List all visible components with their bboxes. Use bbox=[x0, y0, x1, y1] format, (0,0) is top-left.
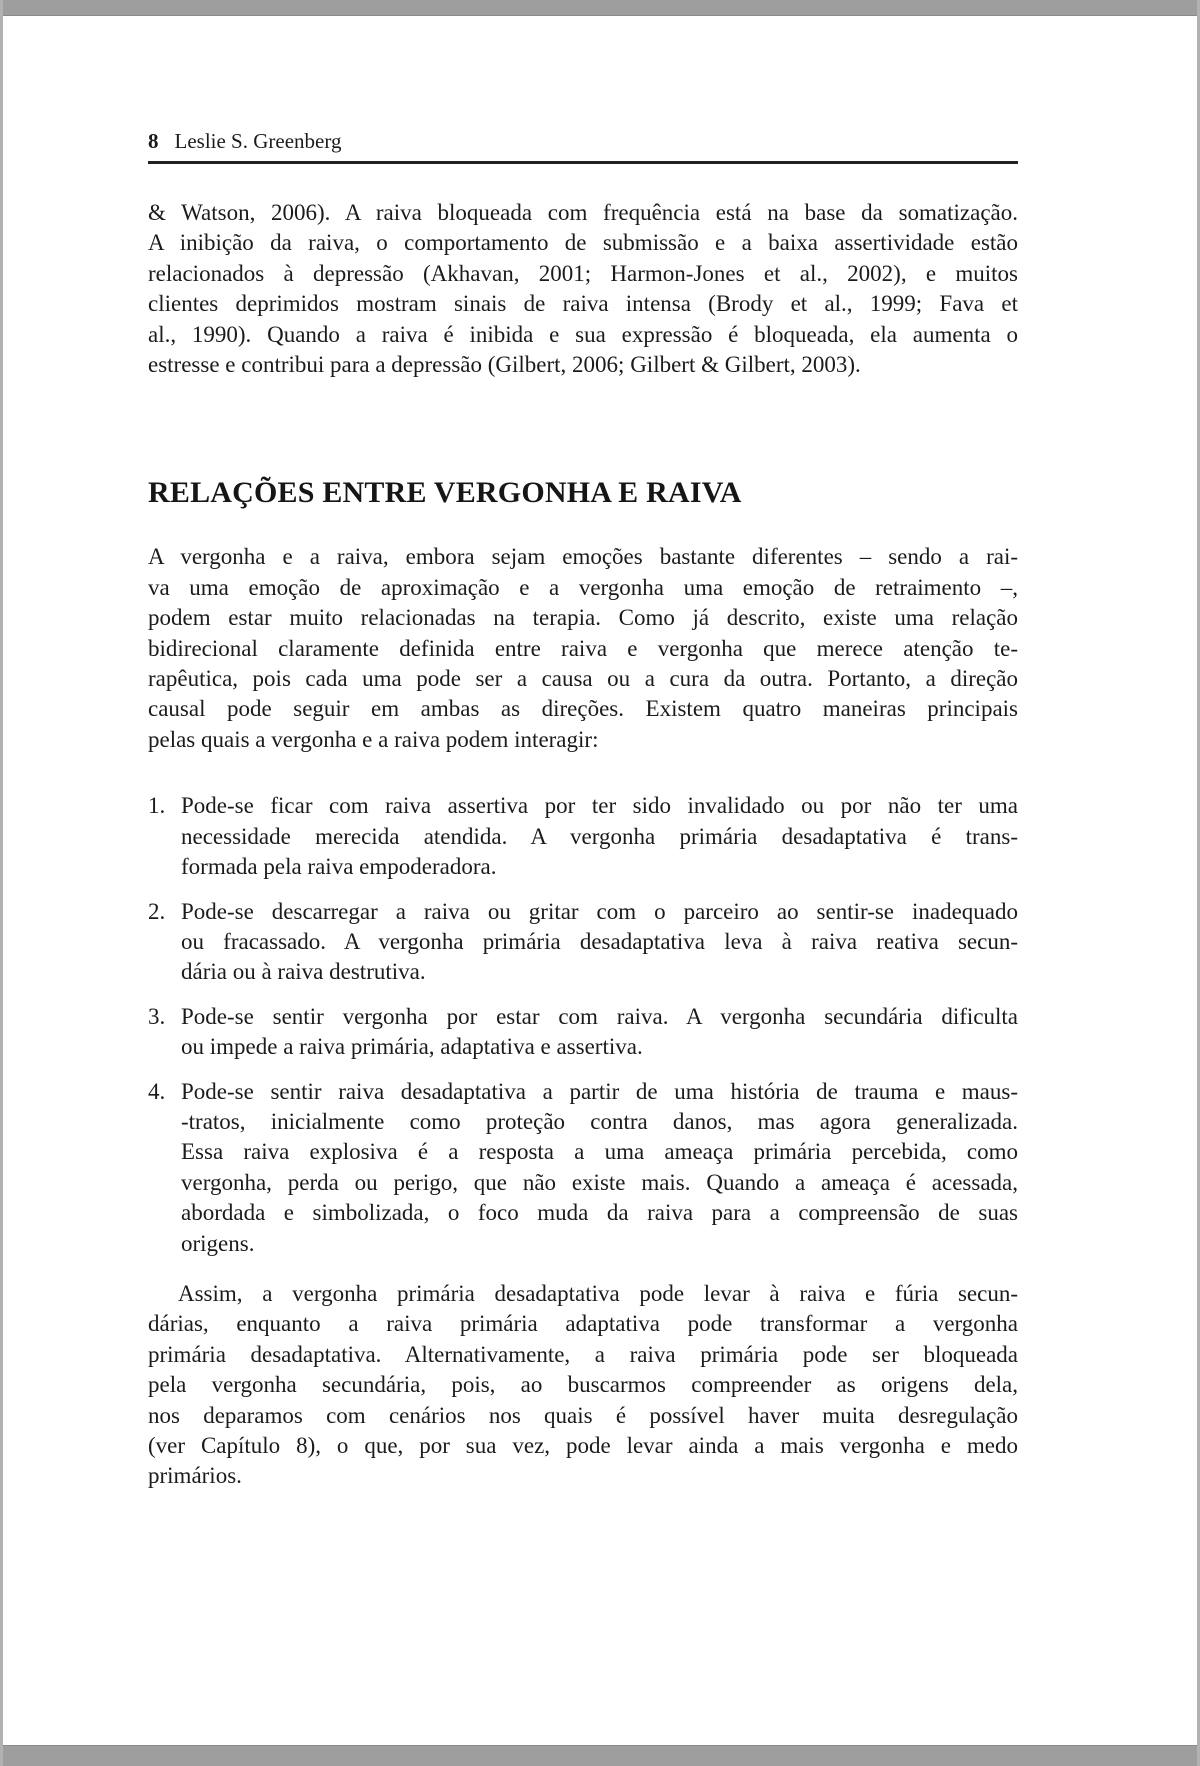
text-line: dárias, enquanto a raiva primária adaptativa pode transformar a vergonha bbox=[148, 1311, 1018, 1337]
text-line: Pode-se sentir raiva desadaptativa a partir de uma história de trauma e maus- bbox=[181, 1078, 1018, 1104]
text-line: al., 1990). Quando a raiva é inibida e sua expressão é bloqueada, ela aumenta o bbox=[148, 321, 1018, 347]
section-heading: RELAÇÕES ENTRE VERGONHA E RAIVA bbox=[148, 476, 742, 510]
text-line: -tratos, inicialmente como proteção contra danos, mas agora generalizada. bbox=[181, 1108, 1018, 1134]
text-line: Pode-se sentir vergonha por estar com raiva. A vergonha secundária dificulta bbox=[181, 1003, 1018, 1029]
text-line: formada pela raiva empoderadora. bbox=[181, 854, 497, 880]
list-item-number: 3. bbox=[148, 1003, 166, 1029]
text-line: (ver Capítulo 8), o que, por sua vez, pode levar ainda a mais vergonha e medo bbox=[148, 1433, 1018, 1458]
text-line: pela vergonha secundária, pois, ao buscarmos compreender as origens dela, bbox=[148, 1372, 1018, 1398]
text-line: dária ou à raiva destrutiva. bbox=[181, 959, 426, 985]
text-line: bidirecional claramente definida entre raiva e vergonha que merece atenção te- bbox=[148, 635, 1018, 661]
text-line: A vergonha e a raiva, embora sejam emoções bastante diferentes – sendo a rai- bbox=[148, 544, 1018, 570]
header-rule bbox=[148, 161, 1018, 164]
list-item-4 bbox=[148, 1077, 1018, 1259]
list-item-1 bbox=[148, 791, 1018, 882]
running-header bbox=[148, 129, 1018, 153]
text-line: estresse e contribui para a depressão (Gilbert, 2006; Gilbert & Gilbert, 2003). bbox=[148, 352, 861, 378]
text-line: clientes deprimidos mostram sinais de raiva intensa (Brody et al., 1999; Fava et bbox=[148, 291, 1018, 317]
page-number: 8 bbox=[148, 129, 159, 153]
running-head-author: Leslie S. Greenberg bbox=[174, 129, 342, 153]
list-item-text bbox=[181, 791, 1018, 882]
text-line: relacionados à depressão (Akhavan, 2001; Harmon-Jones et al., 2002), e muitos bbox=[148, 260, 1018, 286]
list-item-number: 2. bbox=[148, 898, 166, 924]
text-line: ou impede a raiva primária, adaptativa e assertiva. bbox=[181, 1034, 643, 1060]
list-item-text bbox=[181, 897, 1018, 988]
list-item-3 bbox=[148, 1002, 1018, 1063]
text-line: Essa raiva explosiva é a resposta a uma ameaça primária percebida, como bbox=[181, 1139, 1018, 1165]
text-line: & Watson, 2006). A raiva bloqueada com frequência está na base da somatização. bbox=[148, 200, 1018, 225]
list-item-text bbox=[181, 1002, 1018, 1063]
text-line: primários. bbox=[148, 1463, 242, 1489]
list-item-text bbox=[181, 1077, 1018, 1259]
viewer-chrome-bottom bbox=[0, 1745, 1200, 1766]
text-line: Pode-se descarregar a raiva ou gritar com o parceiro ao sentir-se inadequado bbox=[181, 898, 1018, 924]
text-line: origens. bbox=[181, 1230, 255, 1256]
text-line: pelas quais a vergonha e a raiva podem interagir: bbox=[148, 726, 599, 752]
paragraph-intro bbox=[148, 198, 1018, 380]
text-line: va uma emoção de aproximação e a vergonha uma emoção de retraimento –, bbox=[148, 574, 1018, 600]
viewer-chrome-top bbox=[0, 0, 1200, 16]
text-line: rapêutica, pois cada uma pode ser a causa ou a cura da outra. Portanto, a direção bbox=[148, 666, 1018, 692]
page-content bbox=[148, 129, 1018, 1492]
text-line: Assim, a vergonha primária desadaptativa pode levar à raiva e fúria secun- bbox=[178, 1280, 1018, 1306]
text-line: causal pode seguir em ambas as direções. Existem quatro maneiras principais bbox=[148, 696, 1018, 722]
text-line: ou fracassado. A vergonha primária desadaptativa leva à raiva reativa secun- bbox=[181, 928, 1018, 954]
list-item-number: 1. bbox=[148, 793, 166, 819]
list-item-2 bbox=[148, 897, 1018, 988]
paragraph-relations bbox=[148, 542, 1018, 755]
text-line: nos deparamos com cenários nos quais é possível haver muita desregulação bbox=[148, 1402, 1018, 1428]
text-line: abordada e simbolizada, o foco muda da raiva para a compreensão de suas bbox=[181, 1200, 1018, 1226]
interaction-list bbox=[148, 791, 1018, 1259]
text-line: Pode-se ficar com raiva assertiva por ter sido invalidado ou por não ter uma bbox=[181, 793, 1018, 819]
text-line: primária desadaptativa. Alternativamente, a raiva primária pode ser bloqueada bbox=[148, 1341, 1018, 1367]
text-line: necessidade merecida atendida. A vergonha primária desadaptativa é trans- bbox=[181, 823, 1018, 849]
text-line: A inibição da raiva, o comportamento de submissão e a baixa assertividade estão bbox=[148, 230, 1018, 256]
paragraph-closing bbox=[148, 1279, 1018, 1492]
text-line: vergonha, perda ou perigo, que não existe mais. Quando a ameaça é acessada, bbox=[181, 1169, 1018, 1195]
list-item-number: 4. bbox=[148, 1078, 166, 1104]
text-line: podem estar muito relacionadas na terapia. Como já descrito, existe uma relação bbox=[148, 605, 1018, 631]
